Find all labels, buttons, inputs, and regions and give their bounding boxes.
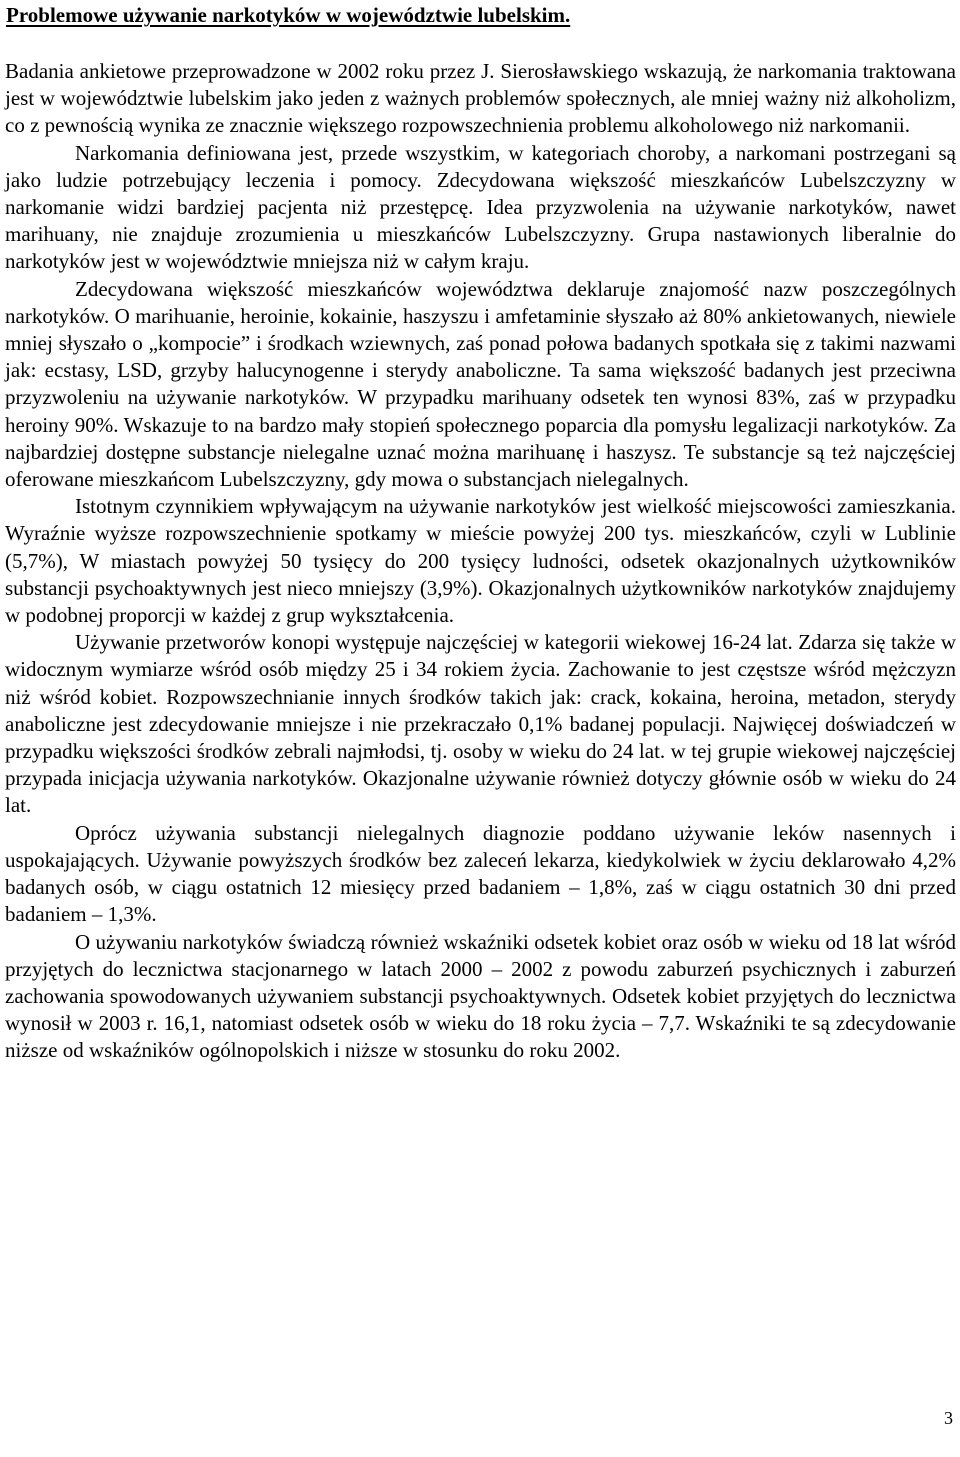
document-title: Problemowe używanie narkotyków w województwie lubelskim. [6, 3, 571, 27]
page-number: 3 [944, 1408, 953, 1428]
paragraph-intro: Badania ankietowe przeprowadzone w 2002 roku przez J. Sierosławskiego wskazują, że narkomania traktowana jest w województwie lubelskim jako jeden z ważnych problemów społecznych, ale mniej ważny niż alkoholizm, co z pewnością wynika ze znacznie większego rozpowszechnienia problemu alkoholowego niż narkomanii. [5, 59, 956, 138]
paragraph-medications: Oprócz używania substancji nielegalnych diagnozie poddano używanie leków nasennych i uspokajających. Używanie powyższych środków bez zaleceń lekarza, kiedykolwiek w życiu deklarowało 4,2% badanych osób, w ciągu ostatnich 12 miesięcy przed badaniem – 1,8%, zaś w ciągu ostatnich 30 dni przed badaniem – 1,3%. [5, 820, 956, 927]
paragraph-definition: Narkomania definiowana jest, przede wszystkim, w kategoriach choroby, a narkomani postrzegani są jako ludzie potrzebujący leczenia i pomocy. Zdecydowana większość mieszkańców Lubelszczyzny w narkomanie widzi bardziej pacjenta niż przestępcę. Idea przyzwolenia na używanie narkotyków, nawet marihuany, nie znajduje zrozumienia u mieszkańców Lubelszczyzny. Grupa nastawionych liberalnie do narkotyków jest w województwie mniejsza niż w całym kraju. [5, 140, 956, 274]
paragraph-locality: Istotnym czynnikiem wpływającym na używanie narkotyków jest wielkość miejscowości zamieszkania. Wyraźnie wyższe rozpowszechnienie spotkamy w mieście powyżej 200 tys. mieszkańców, czyli w Lublinie (5,7%), W miastach powyżej 50 tysięcy do 200 tysięcy ludności, odsetek okazjonalnych użytkowników substancji psychoaktywnych jest nieco mniejszy (3,9%). Okazjonalnych użytkowników narkotyków znajdujemy w podobnej proporcji w każdej z grup wykształcenia. [5, 494, 956, 628]
paragraph-treatment-indicators: O używaniu narkotyków świadczą również wskaźniki odsetek kobiet oraz osób w wieku od 18 lat wśród przyjętych do lecznictwa stacjonarnego w latach 2000 – 2002 z powodu zaburzeń psychicznych i zaburzeń zachowania spowodowanych używaniem substancji psychoaktywnych. Odsetek kobiet przyjętych do lecznictwa wynosił w 2003 r. 16,1, natomiast odsetek osób w wieku do 18 roku życia – 7,7. Wskaźniki te są zdecydowanie niższe od wskaźników ogólnopolskich i niższe w stosunku do roku 2002. [5, 929, 956, 1063]
document-body [5, 58, 956, 1065]
paragraph-age-groups: Używanie przetworów konopi występuje najczęściej w kategorii wiekowej 16-24 lat. Zdarza się także w widocznym wymiarze wśród osób między 25 i 34 rokiem życia. Zachowanie to jest częstsze wśród mężczyzn niż wśród kobiet. Rozpowszechnianie innych środków takich jak: crack, kokaina, heroina, metadon, sterydy anaboliczne jest zdecydowanie mniejsze i nie przekraczało 0,1% badanej populacji. Najwięcej doświadczeń w przypadku większości środków zebrali najmłodsi, tj. osoby w wieku do 24 lat. w tej grupie wiekowej najczęściej przypada inicjacja używania narkotyków. Okazjonalne używanie również dotyczy głównie osób w wieku do 24 lat. [5, 630, 956, 818]
paragraph-awareness: Zdecydowana większość mieszkańców województwa deklaruje znajomość nazw poszczególnych narkotyków. O marihuanie, heroinie, kokainie, haszyszu i amfetaminie słyszało aż 80% ankietowanych, niewiele mniej słyszało o „kompocie” i środkach wziewnych, zaś ponad połowa badanych spotkała się z takimi nazwami jak: ecstasy, LSD, grzyby halucynogenne i sterydy anaboliczne. Ta sama większość badanych jest przeciwna przyzwoleniu na używanie narkotyków. W przypadku marihuany odsetek ten wynosi 83%, zaś w przypadku heroiny 90%. Wskazuje to na bardzo mały stopień społecznego poparcia dla pomysłu legalizacji narkotyków. Za najbardziej dostępne substancje nielegalne uznać można marihuanę i haszysz. Te substancje są też najczęściej oferowane mieszkańcom Lubelszczyzny, gdy mowa o substancjach nielegalnych. [5, 276, 956, 492]
